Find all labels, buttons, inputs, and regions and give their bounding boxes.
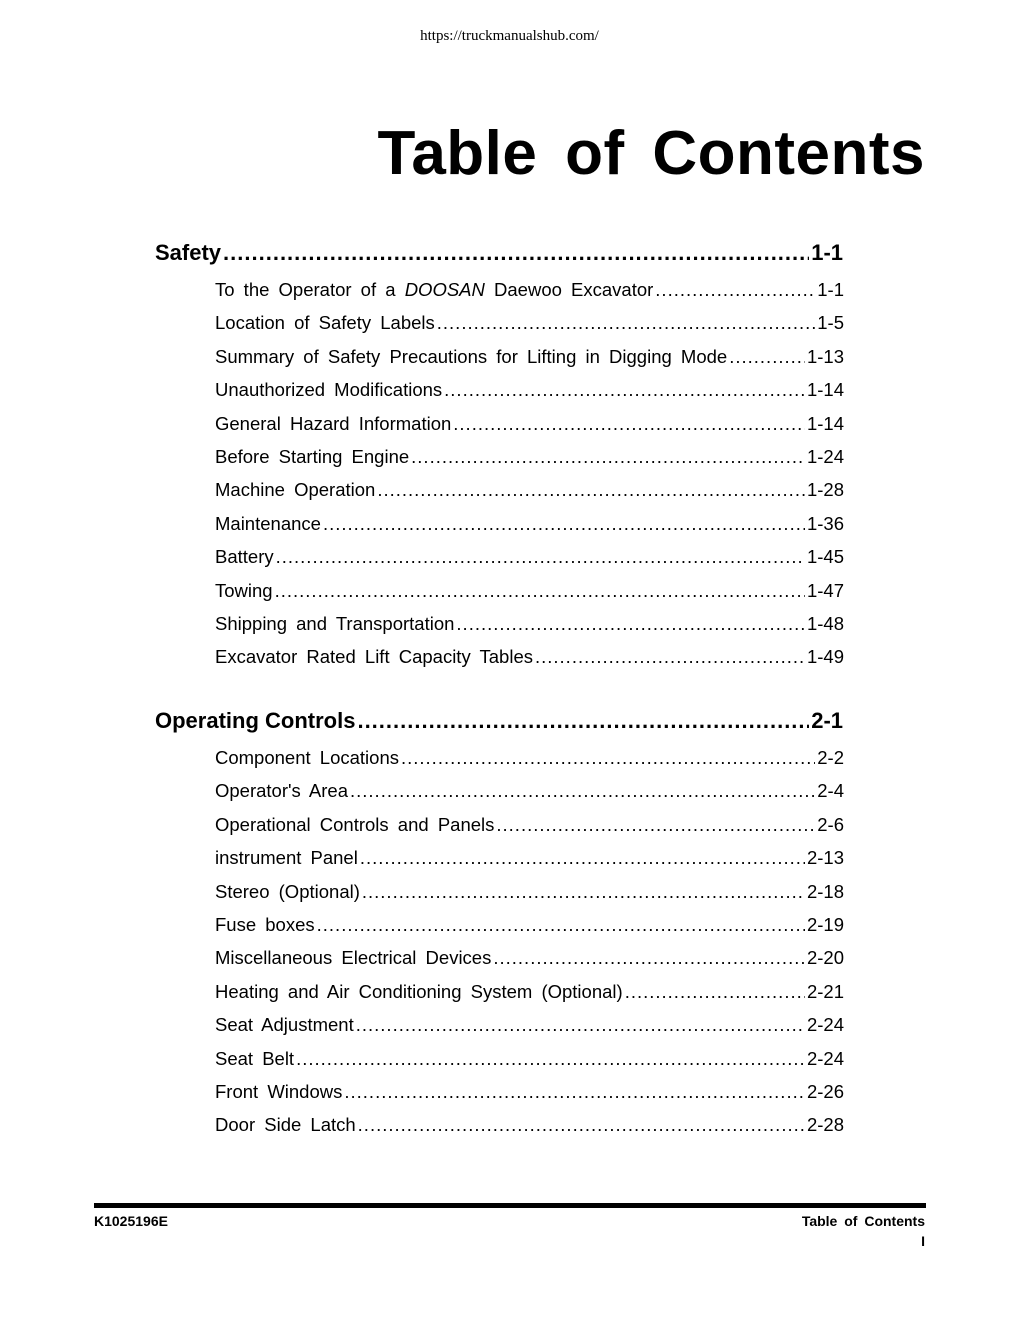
toc-entry[interactable]: [215, 613, 844, 639]
dot-leader: [655, 279, 815, 301]
dot-leader: [362, 881, 805, 903]
dot-leader: [356, 1014, 805, 1036]
dot-leader: [535, 646, 805, 668]
toc-entry[interactable]: [215, 646, 844, 672]
toc-entry-text: Stereo (Optional): [215, 880, 360, 902]
toc-entry[interactable]: [215, 1114, 844, 1140]
toc-entry-text: Location of Safety Labels: [215, 312, 435, 334]
toc-entry-label: [215, 479, 375, 501]
toc-entry-text: Fuse boxes: [215, 914, 315, 935]
toc-entry-brand: DOOSAN: [404, 279, 485, 300]
toc-entry-text: Daewoo Excavator: [484, 279, 654, 300]
toc-entry-label: [215, 914, 315, 936]
toc-entry[interactable]: [215, 747, 844, 773]
toc-entry[interactable]: [215, 847, 844, 873]
toc-entry[interactable]: [215, 1014, 844, 1040]
toc-section-2[interactable]: [155, 708, 843, 738]
toc-entry-page: 2-4: [817, 780, 844, 802]
toc-entry[interactable]: [215, 814, 844, 840]
dot-leader: [323, 513, 805, 535]
toc-entry-text: Shipping and Transportation: [215, 613, 455, 634]
dot-leader: [444, 379, 805, 401]
toc-entry-label: [215, 279, 653, 301]
toc-entry[interactable]: [215, 780, 844, 806]
toc-entry-page: 1-1: [817, 279, 844, 300]
toc-entry-label: [215, 1114, 356, 1136]
toc-entry[interactable]: [215, 346, 844, 372]
toc-entry-label: [215, 580, 273, 602]
toc-entry-text: Seat Adjustment: [215, 1014, 354, 1036]
toc-entry-page: 2-28: [806, 1114, 844, 1136]
toc-entry-page: 1-48: [806, 613, 844, 634]
toc-section-1[interactable]: [155, 240, 843, 270]
toc-entry[interactable]: [215, 312, 844, 338]
dot-leader: [360, 847, 805, 869]
toc-entry-page: 2-24: [806, 1014, 844, 1036]
toc-entry-text: Operational Controls and Panels: [215, 813, 495, 835]
toc-entry[interactable]: [215, 479, 844, 505]
dot-leader: [453, 413, 805, 435]
toc-entry-page: 2-6: [817, 813, 844, 835]
dot-leader: [357, 708, 809, 734]
toc-section-page: 1-1: [811, 240, 843, 265]
dot-leader: [275, 580, 805, 602]
toc-entry-page: 2-21: [806, 980, 844, 1002]
toc-entry-label: [215, 613, 454, 635]
toc-entry[interactable]: [215, 279, 844, 305]
toc-entry[interactable]: [215, 1048, 844, 1074]
dot-leader: [401, 747, 815, 769]
toc-entry-label: [215, 346, 727, 368]
toc-entry-label: [215, 446, 409, 468]
toc-entry-label: [215, 413, 451, 435]
toc-entry-text: Component Locations: [215, 747, 399, 768]
toc-entry-page: 1-45: [806, 546, 844, 568]
toc-entry-text: Summary of Safety Precautions for Lifting in Digging Mode: [215, 345, 728, 367]
toc-entry-label: [215, 546, 274, 568]
toc-entry-label: [215, 646, 533, 668]
toc-entry-label: [215, 947, 491, 969]
toc-entry-text: To the Operator of a: [215, 279, 405, 300]
toc-section-title: Safety: [155, 240, 222, 265]
toc-entry-text: Front Windows: [215, 1081, 343, 1102]
toc-entry-label: [215, 513, 321, 535]
toc-entry[interactable]: [215, 947, 844, 973]
footer-rule: [94, 1203, 926, 1208]
toc-entry-text: Battery: [215, 546, 274, 568]
toc-entry-label: [215, 814, 494, 836]
toc-entry[interactable]: [215, 1081, 844, 1107]
toc-entry-label: [215, 847, 358, 869]
dot-leader: [358, 1114, 805, 1136]
dot-leader: [223, 240, 809, 266]
toc-entry-label: [215, 379, 442, 401]
toc-entry-page: 1-13: [806, 345, 844, 367]
dot-leader: [729, 346, 805, 368]
toc-entry-text: Operator's Area: [215, 780, 348, 802]
toc-entry[interactable]: [215, 379, 844, 405]
dot-leader: [296, 1048, 805, 1070]
toc-entry-text: General Hazard Information: [215, 412, 452, 434]
footer-doc-number: K1025196E: [94, 1213, 168, 1229]
toc-entry[interactable]: [215, 914, 844, 940]
toc-entry-page: 1-49: [806, 646, 844, 668]
toc-entry[interactable]: [215, 881, 844, 907]
toc-entry-page: 1-5: [817, 312, 844, 334]
toc-entry-page: 1-36: [806, 512, 844, 534]
toc-entry[interactable]: [215, 981, 844, 1007]
toc-entry-text: Heating and Air Conditioning System (Optional): [215, 980, 623, 1002]
toc-entry-label: [215, 1048, 294, 1070]
toc-entry-label: [215, 1014, 354, 1036]
footer-page-number: I: [921, 1233, 925, 1249]
dot-leader: [411, 446, 805, 468]
toc-entry[interactable]: [215, 546, 844, 572]
toc-entry-text: Towing: [215, 579, 273, 601]
toc-entry-page: 2-18: [806, 880, 844, 902]
toc-entry-label: [215, 981, 623, 1003]
toc-entry[interactable]: [215, 513, 844, 539]
toc-entry-label: [215, 881, 360, 903]
toc-entry-page: 2-2: [817, 747, 844, 768]
toc-entry-label: [215, 780, 348, 802]
toc-entry-page: 1-47: [806, 579, 844, 601]
toc-section-title: Operating Controls: [155, 708, 356, 733]
toc-entry-text: Miscellaneous Electrical Devices: [215, 947, 492, 969]
dot-leader: [276, 546, 805, 568]
toc-entry[interactable]: [215, 413, 844, 439]
toc-entry-text: instrument Panel: [215, 847, 358, 869]
dot-leader: [625, 981, 805, 1003]
dot-leader: [456, 613, 805, 635]
toc-entry-page: 1-24: [806, 446, 844, 467]
toc-entry-text: Maintenance: [215, 512, 321, 534]
toc-entry-page: 2-24: [806, 1047, 844, 1069]
toc-entry-text: Before Starting Engine: [215, 446, 410, 467]
toc-section-page: 2-1: [811, 708, 843, 733]
toc-entry-page: 2-20: [806, 947, 844, 969]
toc-entry-text: Machine Operation: [215, 479, 376, 501]
dot-leader: [437, 312, 815, 334]
dot-leader: [350, 780, 815, 802]
dot-leader: [317, 914, 805, 936]
toc-entry-page: 2-26: [806, 1081, 844, 1102]
toc-entry-label: [215, 747, 399, 769]
source-url: https://truckmanualshub.com/: [420, 28, 599, 44]
toc-entry[interactable]: [215, 580, 844, 606]
dot-leader: [496, 814, 815, 836]
toc-entry-page: 1-14: [806, 379, 844, 401]
toc-entry-label: [215, 1081, 342, 1103]
dot-leader: [377, 479, 805, 501]
toc-entry-text: Unauthorized Modifications: [215, 379, 443, 401]
toc-entry-text: Door Side Latch: [215, 1114, 356, 1136]
page-title: Table of Contents: [377, 119, 925, 188]
toc-entry-page: 2-13: [806, 847, 844, 869]
footer-section-title: Table of Contents: [801, 1213, 925, 1229]
toc-entry-page: 1-28: [806, 479, 844, 501]
dot-leader: [344, 1081, 805, 1103]
toc-entry-page: 2-19: [806, 914, 844, 935]
toc-entry-text: Seat Belt: [215, 1047, 295, 1069]
toc-entry-text: Excavator Rated Lift Capacity Tables: [215, 646, 533, 668]
dot-leader: [493, 947, 805, 969]
toc-entry-page: 1-14: [806, 412, 844, 434]
toc-entry[interactable]: [215, 446, 844, 472]
toc-entry-label: [215, 312, 435, 334]
